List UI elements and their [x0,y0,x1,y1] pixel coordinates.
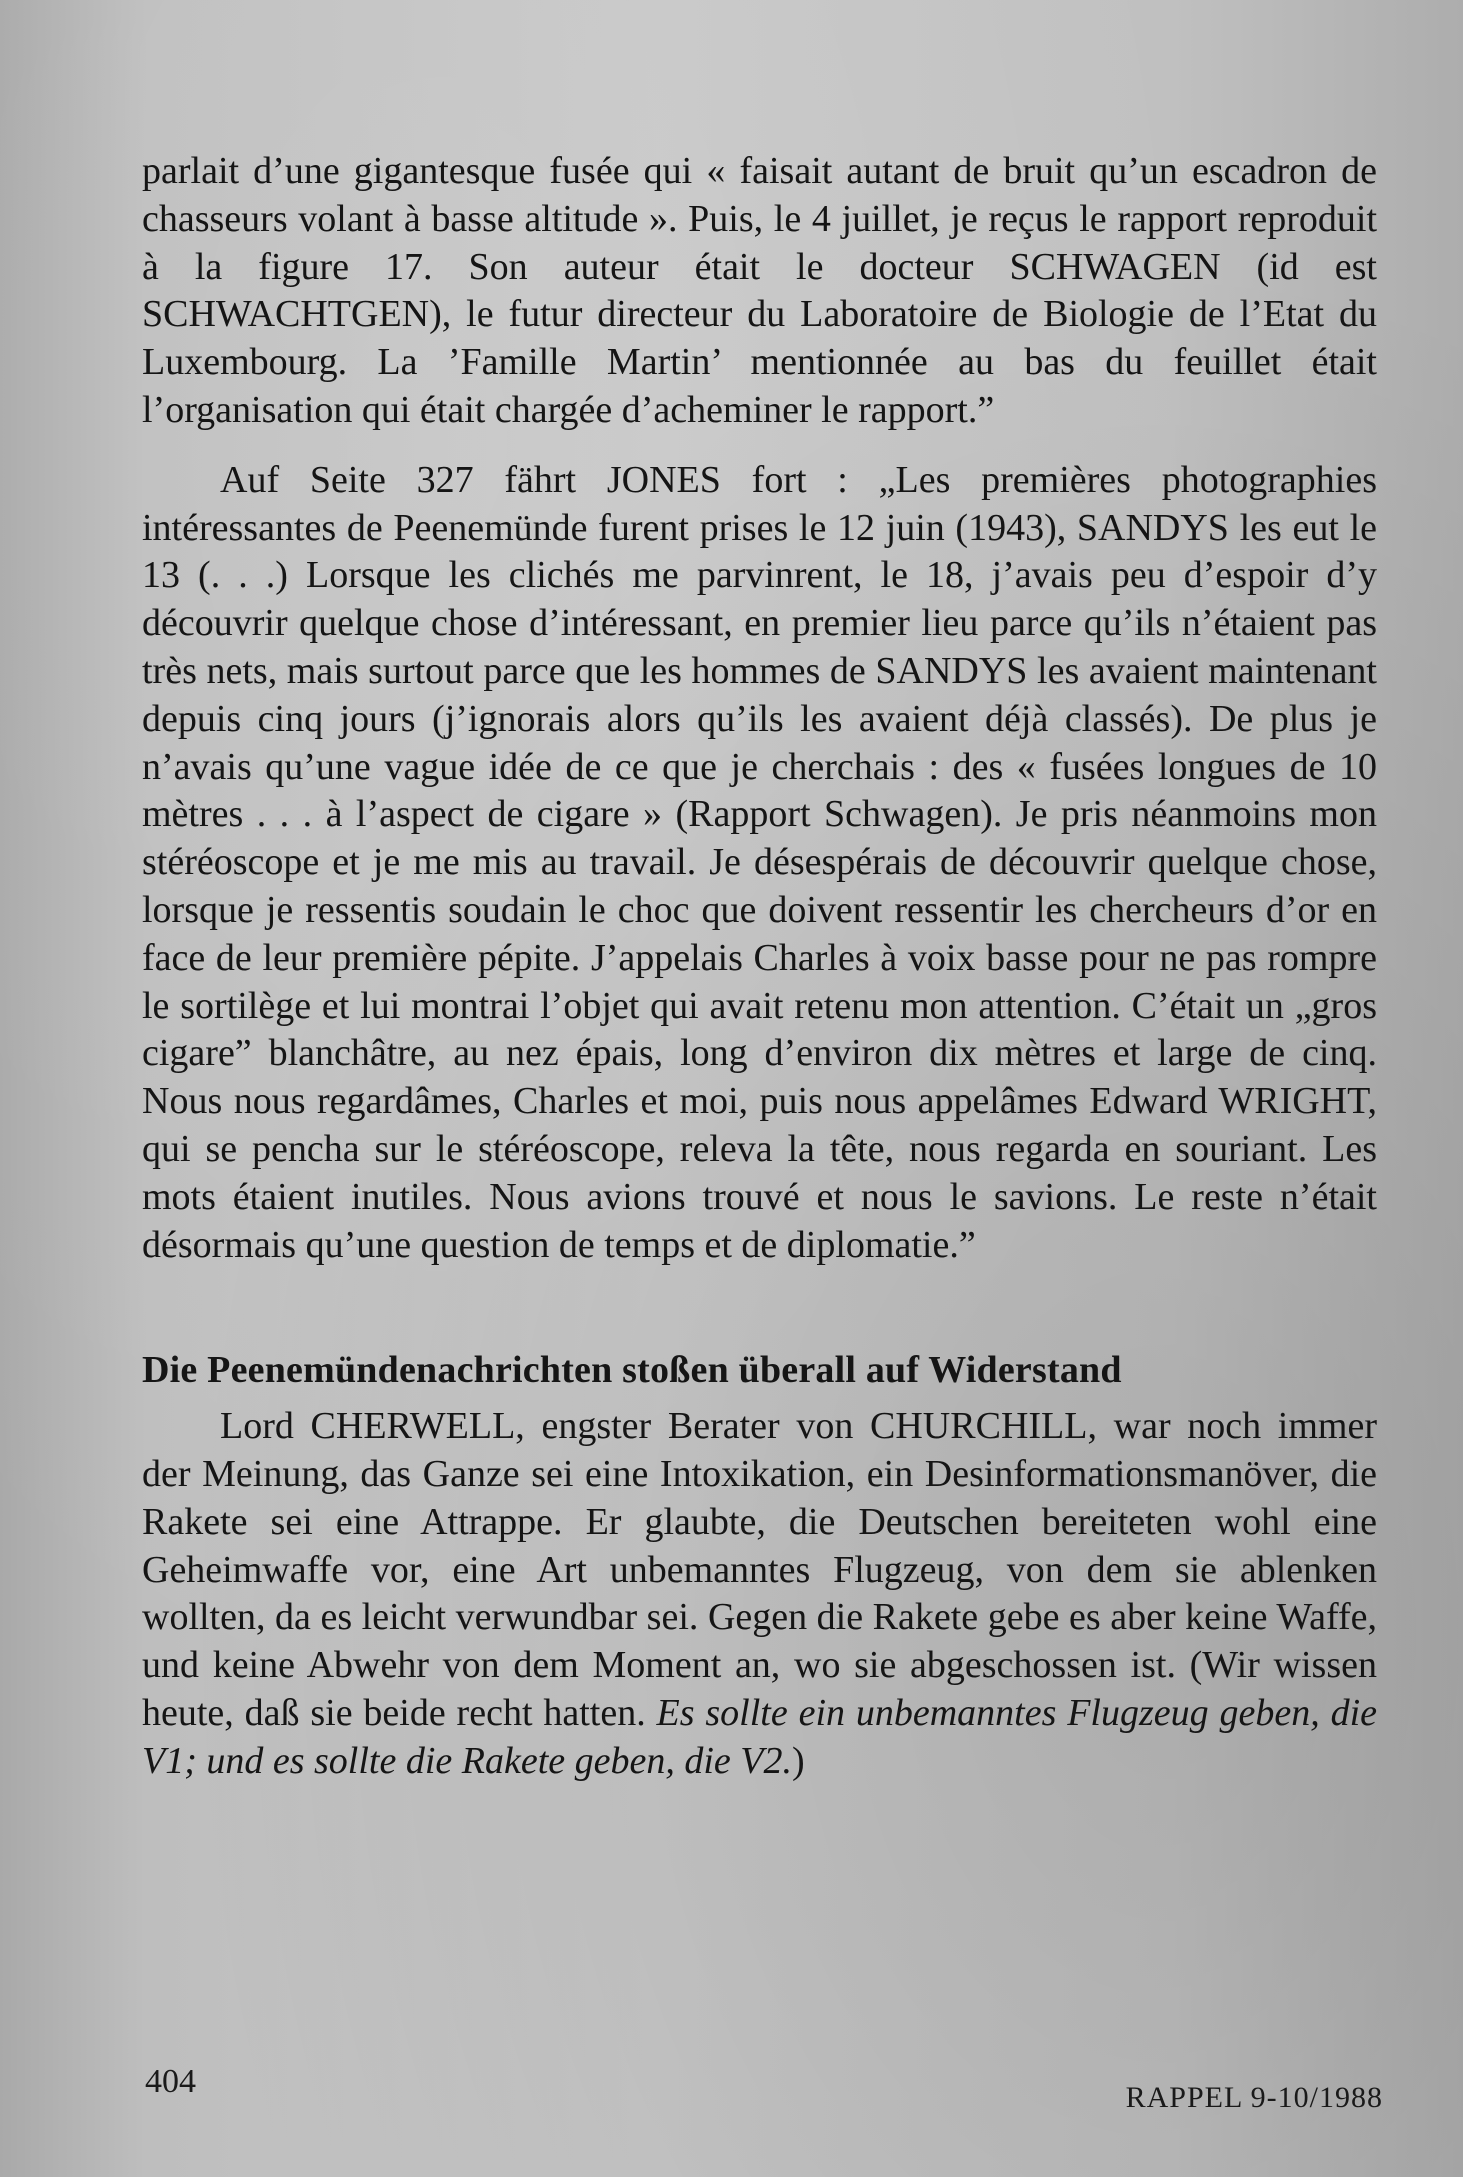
paragraph-jones-report-continued: parlait d’une gigantesque fusée qui « faisait autant de bruit qu’un escadron de chasseurs volant à basse altitude ». Puis, le 4 juillet, je reçus le rapport reproduit à la figure 17. Son auteur était le docteur SCHWAGEN (id est SCHWACHTGEN), le futur directeur du Laboratoire de Biologie de l’Etat du Luxembourg. La ’Famille Martin’ mentionnée au bas du feuillet était l’organisation qui était chargée d’acheminer le rapport.” [142,150,1377,431]
paragraph-jones-photographs: Auf Seite 327 fährt JONES fort : „Les premières photographies intéressantes de Peenemünde furent prises le 12 juin (1943), SANDYS les eut le 13 (. . .) Lorsque les clichés me parvinrent, le 18, j’avais peu d’espoir d’y découvrir quelque chose d’intéressant, en premier lieu parce qu’ils n’étaient pas très nets, mais surtout parce que les hommes de SANDYS les avaient maintenant depuis cinq jours (j’ignorais alors qu’ils les avaient déjà classés). De plus je n’avais qu’une vague idée de ce que je cherchais : des « fusées longues de 10 mètres . . . à l’aspect de cigare » (Rapport Schwagen). Je pris néanmoins mon stéréoscope et je me mis au travail. Je désespérais de découvrir quelque chose, lorsque je ressentis soudain le choc que doivent ressentir les chercheurs d’or en face de leur première pépite. J’appelais Charles à voix basse pour ne pas rompre le sortilège et lui montrai l’objet qui avait retenu mon attention. C’était un „gros cigare” blanchâtre, au nez épais, long d’environ dix mètres et large de cinq. Nous nous regardâmes, Charles et moi, puis nous appelâmes Edward WRIGHT, qui se pencha sur le stéréoscope, releva la tête, nous regarda en souriant. Les mots étaient inutiles. Nous avions trouvé et nous le savions. Le reste n’était désormais qu’une question de temps et de diplomatie.” [142,458,1377,1266]
paragraph-cherwell-closing: ) [792,1739,805,1782]
section-heading: Die Peenemündenachrichten stoßen überall auf Widerstand [142,1349,1122,1392]
page-number: 404 [145,2063,196,2100]
journal-running-foot: RAPPEL 9-10/1988 [1125,2081,1383,2114]
paragraph-cherwell [142,1403,1377,1785]
paragraph-cherwell-italic: Es sollte ein unbemanntes Flugzeug geben, die V1; und es sollte die Rakete geben, die V2. [142,1691,1377,1782]
page-footer [145,2062,1383,2118]
paragraph-cherwell-text: Lord CHERWELL, engster Berater von CHURCHILL, war noch immer der Meinung, das Ganze sei eine Intoxikation, ein Desinformationsmanöver, die Rakete sei eine Attrappe. Er glaubte, die Deutschen bereiteten wohl eine Geheimwaffe vor, eine Art unbemanntes Flugzeug, von dem sie ablenken wollten, da es leicht verwundbar sei. Gegen die Rakete gebe es aber keine Waffe, und keine Abwehr von dem Moment an, wo sie abgeschossen ist. (Wir wissen heute, daß sie beide recht hatten. [142,1405,1377,1734]
page-body [142,148,1377,1786]
